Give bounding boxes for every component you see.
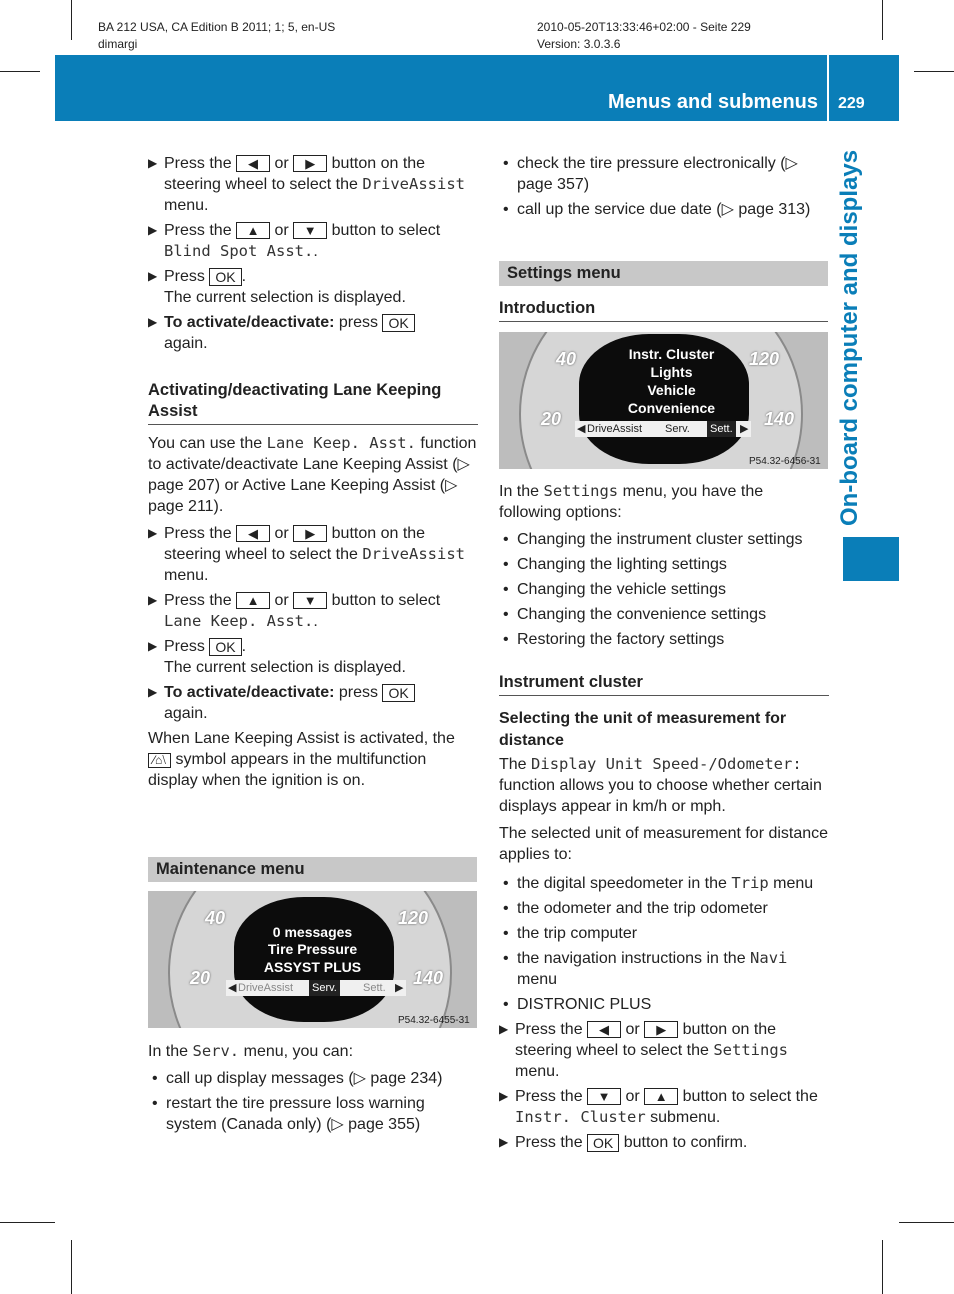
meta-edition: BA 212 USA, CA Edition B 2011; 1; 5, en-US bbox=[98, 20, 336, 34]
text: Press the bbox=[164, 525, 232, 542]
display-text: Trip bbox=[731, 874, 769, 892]
gauge-label: 120 bbox=[749, 349, 780, 369]
left-arrow-key-icon: ◀ bbox=[236, 155, 270, 172]
step bbox=[499, 1086, 829, 1128]
text: again. bbox=[164, 705, 208, 722]
display-text: Display Unit Speed-/Odometer: bbox=[531, 755, 802, 773]
up-arrow-key-icon: ▲ bbox=[236, 592, 270, 609]
display-menu-bar bbox=[226, 980, 406, 996]
text: The current selection is displayed. bbox=[164, 289, 406, 306]
text: or bbox=[625, 1021, 640, 1038]
print-meta-right bbox=[537, 19, 751, 53]
unit-heading: Selecting the unit of measurement for distance bbox=[499, 710, 787, 749]
text: Press the bbox=[164, 222, 232, 239]
side-tab-marker bbox=[843, 537, 899, 581]
ok-key: OK bbox=[382, 684, 414, 702]
display-text: DriveAssist bbox=[362, 175, 465, 193]
gauge-label: 20 bbox=[190, 968, 211, 988]
instrument-cluster-heading: Instrument cluster bbox=[499, 672, 829, 696]
text: or bbox=[274, 222, 289, 239]
text: the digital speedometer in the bbox=[517, 875, 727, 892]
step bbox=[148, 636, 478, 678]
display-text: DriveAssist bbox=[362, 545, 465, 563]
text: button to confirm. bbox=[623, 1134, 748, 1151]
text: button on the steering wheel to select the bbox=[164, 155, 426, 193]
step-arrow-icon: ▶ bbox=[148, 685, 158, 699]
step-arrow-icon: ▶ bbox=[148, 223, 158, 237]
settings-heading: Settings menu bbox=[499, 261, 828, 286]
list-item: • call up the service due date (▷ page 313) bbox=[499, 199, 829, 220]
display-line: 0 messages bbox=[272, 924, 353, 940]
left-arrow-key-icon: ◀ bbox=[587, 1021, 621, 1038]
paragraph bbox=[148, 728, 478, 791]
text: press bbox=[338, 684, 379, 701]
figure-reference: P54.32-6455-31 bbox=[398, 1015, 470, 1026]
display-line: Instr. Cluster bbox=[628, 346, 715, 362]
page-number: 229 bbox=[838, 95, 865, 112]
maintenance-text bbox=[148, 1041, 478, 1139]
right-column-top bbox=[499, 153, 829, 224]
text: button to select bbox=[331, 592, 441, 609]
text: Press the bbox=[515, 1134, 583, 1151]
text: . bbox=[241, 638, 247, 655]
text: . bbox=[313, 243, 318, 260]
paragraph: The selected unit of measurement for distance applies to: bbox=[499, 825, 829, 863]
right-arrow-key-icon: ▶ bbox=[644, 1021, 678, 1038]
bar-arrow-right-icon: ▶ bbox=[740, 423, 749, 435]
text: button to select bbox=[331, 222, 441, 239]
list-item: • the trip computer bbox=[499, 923, 829, 944]
text: button to select the bbox=[682, 1088, 818, 1105]
crop-mark bbox=[914, 71, 954, 72]
maintenance-heading: Maintenance menu bbox=[148, 857, 477, 882]
introduction-heading: Introduction bbox=[499, 298, 828, 322]
menu-serv-selected: Serv. bbox=[309, 980, 340, 996]
menu-sett: Sett. bbox=[363, 982, 386, 994]
text: function to activate/deactivate Lane Keeping Assist (▷ page 207) or Active Lane Keeping Assist (▷ page 211). bbox=[148, 435, 477, 515]
text: To activate/deactivate: bbox=[164, 314, 335, 331]
display-line: Tire Pressure bbox=[267, 941, 358, 957]
step-arrow-icon: ▶ bbox=[499, 1135, 509, 1149]
header-divider bbox=[827, 55, 829, 121]
text: again. bbox=[164, 335, 208, 352]
step-arrow-icon: ▶ bbox=[148, 593, 158, 607]
crop-mark bbox=[0, 71, 40, 72]
crop-mark bbox=[71, 0, 72, 40]
crop-mark bbox=[882, 0, 883, 40]
step bbox=[148, 153, 478, 216]
display-line: Lights bbox=[650, 364, 693, 380]
bar-arrow-right-icon: ▶ bbox=[395, 982, 404, 994]
text: Press the bbox=[164, 592, 232, 609]
list-item bbox=[499, 948, 829, 990]
step bbox=[148, 266, 478, 308]
gauge-label: 20 bbox=[541, 409, 562, 429]
text: menu. bbox=[164, 567, 209, 584]
text: menu, you have the following options: bbox=[499, 483, 764, 521]
settings-cluster-image bbox=[499, 332, 828, 469]
text: In the bbox=[148, 1043, 189, 1060]
paragraph bbox=[499, 481, 829, 523]
gauge-label: 120 bbox=[398, 908, 429, 928]
display-text: Blind Spot Asst. bbox=[164, 242, 314, 260]
text: The current selection is displayed. bbox=[164, 659, 406, 676]
lane-keeping-symbol-icon: ⁄⌂⧵ bbox=[148, 753, 171, 768]
text: the navigation instructions in the bbox=[517, 950, 746, 967]
step-arrow-icon: ▶ bbox=[148, 526, 158, 540]
list-item: • Changing the vehicle settings bbox=[499, 579, 829, 600]
list-item: • DISTRONIC PLUS bbox=[499, 994, 829, 1015]
text: button on the steering wheel to select the bbox=[164, 525, 426, 563]
down-arrow-key-icon: ▼ bbox=[587, 1088, 621, 1105]
list-item: • call up display messages (▷ page 234) bbox=[148, 1068, 478, 1089]
list-item: • Changing the lighting settings bbox=[499, 554, 829, 575]
step bbox=[148, 682, 478, 724]
menu-drive-assist: DriveAssist bbox=[238, 982, 294, 994]
text: The bbox=[499, 756, 527, 773]
text: or bbox=[274, 592, 289, 609]
display-text: Lane Keep. Asst. bbox=[266, 434, 416, 452]
text: symbol appears in the multifunction display when the ignition is on. bbox=[148, 751, 427, 789]
right-arrow-key-icon: ▶ bbox=[293, 155, 327, 172]
maintenance-cluster-image bbox=[148, 891, 477, 1028]
step-arrow-icon: ▶ bbox=[148, 639, 158, 653]
display-line: Convenience bbox=[627, 400, 716, 416]
lka-heading: Activating/deactivating Lane Keeping Assist bbox=[148, 380, 478, 425]
display-text: Navi bbox=[750, 949, 788, 967]
text: menu. bbox=[515, 1063, 560, 1080]
step-arrow-icon: ▶ bbox=[499, 1089, 509, 1103]
paragraph bbox=[148, 433, 478, 517]
text: or bbox=[625, 1088, 640, 1105]
gauge-label: 140 bbox=[413, 968, 444, 988]
display-text: Settings bbox=[713, 1041, 788, 1059]
figure-reference: P54.32-6456-31 bbox=[749, 456, 821, 467]
display-line: Vehicle bbox=[647, 382, 696, 398]
display-text: Settings bbox=[543, 482, 619, 500]
gauge-label: 40 bbox=[556, 349, 577, 369]
step-arrow-icon: ▶ bbox=[148, 269, 158, 283]
text: function allows you to choose whether certain displays appear in km/h or mph. bbox=[499, 777, 822, 815]
bar-arrow-left-icon: ◀ bbox=[577, 423, 586, 435]
right-column-body bbox=[499, 481, 829, 1157]
text: menu bbox=[773, 875, 814, 892]
ok-key: OK bbox=[209, 638, 241, 656]
text: or bbox=[274, 155, 289, 172]
meta-version: Version: 3.0.3.6 bbox=[537, 37, 621, 51]
text: In the bbox=[499, 483, 540, 500]
up-arrow-key-icon: ▲ bbox=[644, 1088, 678, 1105]
list-item: • check the tire pressure electronically (▷ page 357) bbox=[499, 153, 829, 195]
crop-mark bbox=[882, 1240, 883, 1294]
step-arrow-icon: ▶ bbox=[148, 315, 158, 329]
step bbox=[148, 523, 478, 586]
paragraph bbox=[499, 754, 829, 817]
bar-arrow-left-icon: ◀ bbox=[228, 982, 237, 994]
display-text: Instr. Cluster bbox=[515, 1108, 646, 1126]
down-arrow-key-icon: ▼ bbox=[293, 222, 327, 239]
list-item: • Changing the convenience settings bbox=[499, 604, 829, 625]
display-menu-bar bbox=[575, 421, 751, 437]
text: . bbox=[313, 613, 318, 630]
ok-key: OK bbox=[382, 314, 414, 332]
text: Press bbox=[164, 638, 205, 655]
print-meta-left bbox=[98, 19, 335, 53]
crop-mark bbox=[71, 1240, 72, 1294]
step-arrow-icon: ▶ bbox=[499, 1022, 509, 1036]
display-line: ASSYST PLUS bbox=[263, 959, 362, 975]
ok-key: OK bbox=[209, 268, 241, 286]
text: menu, you can: bbox=[243, 1043, 354, 1060]
text: When Lane Keeping Assist is activated, the bbox=[148, 730, 455, 747]
step bbox=[499, 1019, 829, 1082]
menu-serv: Serv. bbox=[665, 423, 690, 435]
down-arrow-key-icon: ▼ bbox=[293, 592, 327, 609]
list-item: • Changing the instrument cluster settings bbox=[499, 529, 829, 550]
paragraph bbox=[148, 1041, 478, 1062]
step bbox=[148, 220, 478, 262]
list-item: • the odometer and the trip odometer bbox=[499, 898, 829, 919]
left-column bbox=[148, 153, 478, 797]
list-item: • restart the tire pressure loss warning system (Canada only) (▷ page 355) bbox=[148, 1093, 478, 1135]
display-text: Serv. bbox=[192, 1042, 240, 1060]
text: Press the bbox=[164, 155, 232, 172]
crop-mark bbox=[0, 1222, 55, 1223]
step bbox=[148, 312, 478, 354]
text: button on the steering wheel to select the bbox=[515, 1021, 777, 1059]
text: press bbox=[338, 314, 379, 331]
step bbox=[148, 590, 478, 632]
up-arrow-key-icon: ▲ bbox=[236, 222, 270, 239]
section-title: Menus and submenus bbox=[607, 91, 818, 113]
text: menu. bbox=[164, 197, 209, 214]
menu-drive-assist: DriveAssist bbox=[587, 423, 643, 435]
step bbox=[499, 1132, 829, 1153]
text: Press the bbox=[515, 1088, 583, 1105]
text: You can use the bbox=[148, 435, 263, 452]
right-arrow-key-icon: ▶ bbox=[293, 525, 327, 542]
ok-key: OK bbox=[587, 1134, 619, 1152]
text: To activate/deactivate: bbox=[164, 684, 335, 701]
text: or bbox=[274, 525, 289, 542]
meta-author: dimargi bbox=[98, 37, 138, 51]
text: menu bbox=[517, 971, 558, 988]
text: . bbox=[241, 268, 247, 285]
text: Press bbox=[164, 268, 205, 285]
text: Press the bbox=[515, 1021, 583, 1038]
meta-timestamp: 2010-05-20T13:33:46+02:00 - Seite 229 bbox=[537, 20, 751, 34]
gauge-label: 40 bbox=[205, 908, 226, 928]
list-item bbox=[499, 873, 829, 894]
crop-mark bbox=[899, 1222, 954, 1223]
text: submenu. bbox=[650, 1109, 721, 1126]
step-arrow-icon: ▶ bbox=[148, 156, 158, 170]
side-title: On-board computer and displays bbox=[836, 149, 863, 526]
list-item: • Restoring the factory settings bbox=[499, 629, 829, 650]
menu-sett-selected: Sett. bbox=[707, 421, 736, 437]
left-arrow-key-icon: ◀ bbox=[236, 525, 270, 542]
gauge-label: 140 bbox=[764, 409, 795, 429]
display-text: Lane Keep. Asst. bbox=[164, 612, 314, 630]
